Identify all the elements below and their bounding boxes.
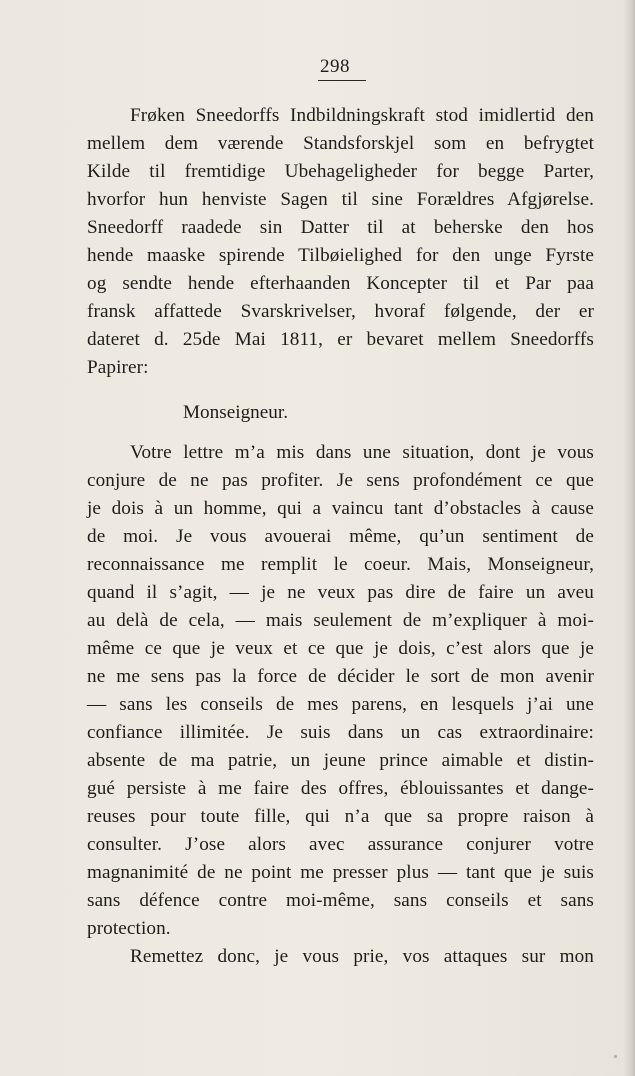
paragraph-2-line: consulter. J’ose alors avec assurance conjurer votre — [87, 834, 594, 855]
paragraph-1-line: dateret d. 25de Mai 1811, er bevaret mellem Sneedorffs — [87, 329, 594, 350]
paragraph-2-line: ne me sens pas la force de décider le sort de mon avenir — [87, 666, 594, 687]
paragraph-1-line: Kilde til fremtidige Ubehageligheder for begge Parter, — [87, 161, 594, 182]
paragraph-2-line: protection. — [87, 918, 171, 939]
paragraph-1-line: fransk affattede Svarskrivelser, hvoraf følgende, der er — [87, 301, 594, 322]
page-number-underline — [318, 80, 366, 81]
paragraph-2-line: même ce que je veux et ce que je dois, c’est alors que je — [87, 638, 594, 659]
paragraph-1-line: hvorfor hun henviste Sagen til sine Forældres Afgjørelse. — [87, 189, 594, 210]
paragraph-2-line: Votre lettre m’a mis dans une situation, dont je vous — [130, 442, 594, 463]
paragraph-1-line: mellem dem værende Standsforskjel som en befrygtet — [87, 133, 594, 154]
paragraph-1-line: Papirer: — [87, 357, 149, 378]
page-edge-shadow — [623, 0, 635, 1076]
paragraph-1-line: hende maaske spirende Tilbøielighed for den unge Fyrste — [87, 245, 594, 266]
paragraph-2-line: absente de ma patrie, un jeune prince aimable et distin- — [87, 750, 594, 771]
paragraph-2-line: de moi. Je vous avouerai même, qu’un sentiment de — [87, 526, 594, 547]
paragraph-2-line: confiance illimitée. Je suis dans un cas extraordinaire: — [87, 722, 594, 743]
paper-speck — [614, 1055, 617, 1058]
paragraph-2-line: je dois à un homme, qui a vaincu tant d’obstacles à cause — [87, 498, 594, 519]
paragraph-2-line: gué persiste à me faire des offres, éblouissantes et dange- — [87, 778, 594, 799]
paragraph-2-line: — sans les conseils de mes parens, en lesquels j’ai une — [87, 694, 594, 715]
letter-salutation: Monseigneur. — [183, 402, 288, 423]
paragraph-1-line: Sneedorff raadede sin Datter til at beherske den hos — [87, 217, 594, 238]
page-number: 298 — [320, 56, 350, 77]
paragraph-2-line: au delà de cela, — mais seulement de m’expliquer à moi- — [87, 610, 594, 631]
paragraph-2-line: reuses pour toute fille, qui n’a que sa propre raison à — [87, 806, 594, 827]
paragraph-2-line: sans défence contre moi-même, sans conseils et sans — [87, 890, 594, 911]
paragraph-3-line: Remettez donc, je vous prie, vos attaques sur mon — [130, 946, 594, 967]
paragraph-2-line: conjure de ne pas profiter. Je sens profondément ce que — [87, 470, 594, 491]
paragraph-2-line: reconnaissance me remplit le coeur. Mais, Monseigneur, — [87, 554, 594, 575]
paragraph-2-line: quand il s’agit, — je ne veux pas dire de faire un aveu — [87, 582, 594, 603]
paragraph-1-line: og sendte hende efterhaanden Koncepter til et Par paa — [87, 273, 594, 294]
paragraph-2-line: magnanimité de ne point me presser plus — tant que je suis — [87, 862, 594, 883]
paragraph-1-line: Frøken Sneedorffs Indbildningskraft stod imidlertid den — [130, 105, 594, 126]
